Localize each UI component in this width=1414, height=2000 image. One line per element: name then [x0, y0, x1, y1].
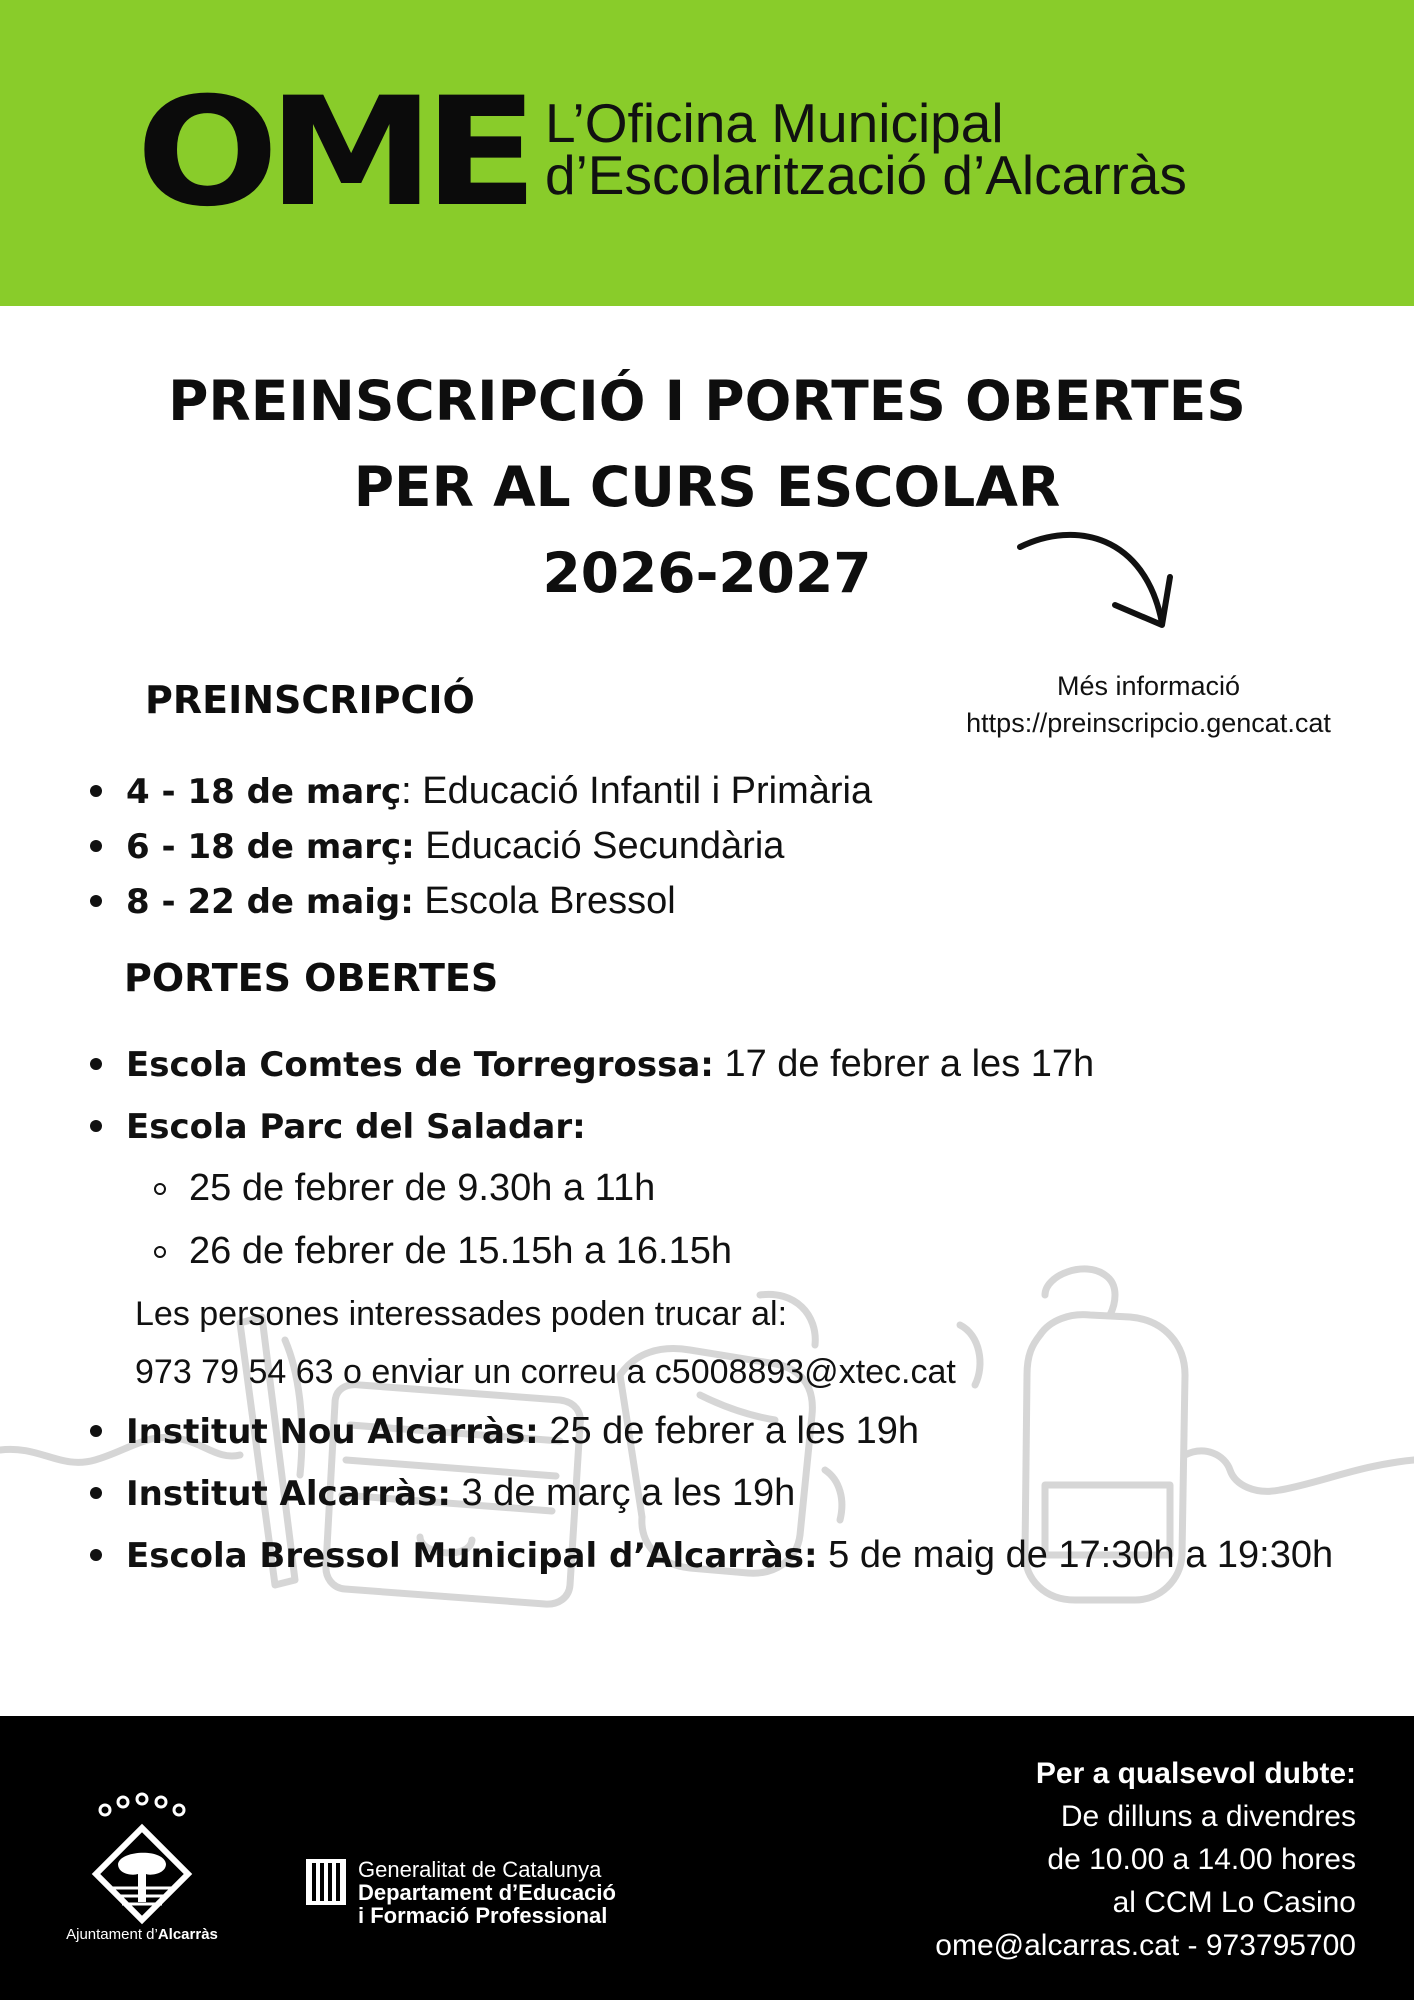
- bullet-icon: [90, 1487, 102, 1499]
- preinscripcio-heading: PREINSCRIPCIÓ: [145, 678, 475, 722]
- generalitat-department: [358, 1858, 616, 1927]
- office-name-line2: d’Escolarització d’Alcarràs: [545, 144, 1187, 206]
- description: : Educació Infantil i Primària: [401, 770, 873, 812]
- bullet-icon: [90, 1058, 102, 1070]
- bullet-icon: [90, 840, 102, 852]
- description: Escola Bressol: [413, 880, 676, 922]
- portes-obertes-heading: PORTES OBERTES: [124, 956, 499, 1000]
- school-name: Institut Nou Alcarràs:: [126, 1412, 539, 1452]
- title-line1: PREINSCRIPCIÓ I PORTES OBERTES: [168, 369, 1246, 433]
- school-name: Escola Bressol Municipal d’Alcarràs:: [126, 1536, 818, 1576]
- school-name: Escola Parc del Saladar:: [126, 1107, 586, 1147]
- bullet-icon: [90, 895, 102, 907]
- dates: 8 - 22 de maig:: [126, 882, 414, 922]
- dates: 4 - 18 de març: [126, 772, 402, 812]
- bullet-icon: [90, 1425, 102, 1437]
- contact-note-line1: Les persones interessades poden trucar al:: [135, 1295, 788, 1333]
- bullet-icon: [90, 1549, 102, 1561]
- curved-arrow-icon: [1015, 525, 1190, 645]
- school-detail: 5 de maig de 17:30h a 19:30h: [817, 1534, 1334, 1576]
- bullet-icon: [90, 1120, 102, 1132]
- gencat-line1: Generalitat de Catalunya: [358, 1857, 602, 1882]
- ome-logo-text: OME: [136, 66, 528, 240]
- contact-days: De dilluns a divendres: [1060, 1800, 1356, 1833]
- contact-hours: de 10.00 a 14.00 hores: [1047, 1843, 1356, 1876]
- page-title: [0, 358, 1414, 616]
- generalitat-emblem-icon: [305, 1858, 347, 1906]
- title-line3: 2026-2027: [542, 541, 872, 605]
- office-name: [545, 92, 1187, 206]
- school-detail: 17 de febrer a les 17h: [713, 1043, 1095, 1085]
- circle-bullet-icon: [154, 1183, 166, 1195]
- contact-info: [935, 1752, 1356, 1967]
- ajuntament-logo-caption: Ajuntament d’Alcarràs: [66, 1926, 218, 1943]
- description: Educació Secundària: [414, 825, 785, 867]
- more-info-link[interactable]: https://preinscripcio.gencat.cat: [966, 708, 1331, 738]
- school-name: Institut Alcarràs:: [126, 1474, 451, 1514]
- circle-bullet-icon: [154, 1246, 166, 1258]
- session-time: 25 de febrer de 9.30h a 11h: [189, 1167, 656, 1209]
- gencat-line2: Departament d’Educació: [358, 1880, 616, 1905]
- contact-note-line2: 973 79 54 63 o enviar un correu a c5008893@xtec.cat: [135, 1353, 956, 1391]
- contact-title: Per a qualsevol dubte:: [1035, 1757, 1356, 1790]
- title-line2: PER AL CURS ESCOLAR: [353, 455, 1061, 519]
- gencat-line3: i Formació Professional: [358, 1903, 608, 1928]
- office-name-line1: L’Oficina Municipal: [545, 92, 1004, 154]
- header-banner: [0, 0, 1414, 306]
- contact-location: al CCM Lo Casino: [1112, 1886, 1356, 1919]
- school-detail: 25 de febrer a les 19h: [538, 1410, 920, 1452]
- school-name: Escola Comtes de Torregrossa:: [126, 1045, 714, 1085]
- more-info-label: Més informació: [1056, 671, 1241, 701]
- dates: 6 - 18 de març:: [126, 827, 415, 867]
- session-time: 26 de febrer de 15.15h a 16.15h: [189, 1230, 733, 1272]
- more-info: [900, 668, 1397, 742]
- bullet-icon: [90, 785, 102, 797]
- contact-email-phone[interactable]: ome@alcarras.cat - 973795700: [935, 1929, 1356, 1962]
- school-detail: 3 de març a les 19h: [450, 1472, 796, 1514]
